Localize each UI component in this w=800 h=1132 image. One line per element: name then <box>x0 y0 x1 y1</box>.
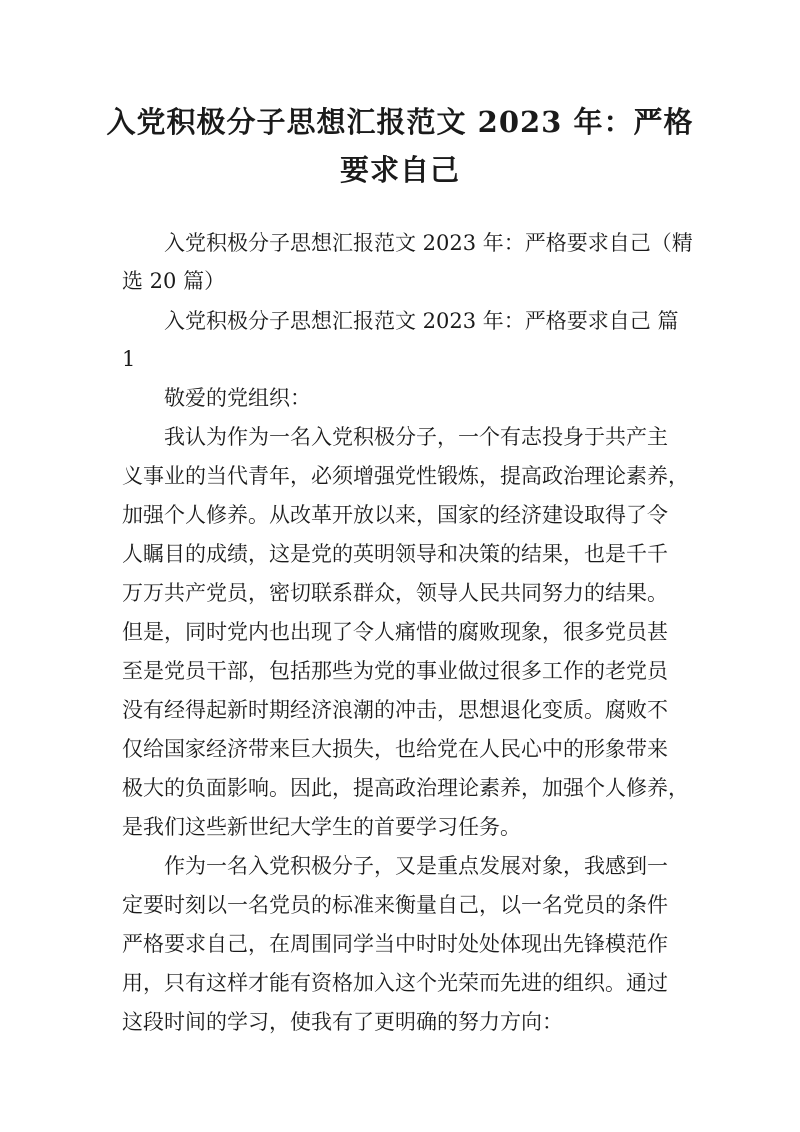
paragraph-line: 是我们这些新世纪大学生的首要学习任务。 <box>122 815 521 839</box>
paragraph-line: 这段时间的学习，使我有了更明确的努力方向： <box>122 1010 563 1034</box>
paragraph-line: 人瞩目的成绩，这是党的英明领导和决策的结果，也是千千 <box>122 542 668 566</box>
title-line-1: 入党积极分子思想汇报范文 2023 年：严格 <box>106 105 694 139</box>
paragraph-line: 我认为作为一名入党积极分子，一个有志投身于共产主 <box>164 425 668 449</box>
paragraph-line: 至是党员干部，包括那些为党的事业做过很多工作的老党员 <box>122 659 668 683</box>
paragraph-line: 万万共产党员，密切联系群众，领导人民共同努力的结果。 <box>122 581 668 605</box>
title-line-2: 要求自己 <box>339 153 460 187</box>
section-heading-line-1: 入党积极分子思想汇报范文 2023 年：严格要求自己 篇 <box>164 309 679 333</box>
paragraph-line: 义事业的当代青年，必须增强党性锻炼，提高政治理论素养， <box>122 464 689 488</box>
paragraph-line: 没有经得起新时期经济浪潮的冲击，思想退化变质。腐败不 <box>122 698 668 722</box>
paragraph-line: 但是，同时党内也出现了令人痛惜的腐败现象，很多党员甚 <box>122 620 668 644</box>
subtitle-line-1: 入党积极分子思想汇报范文 2023 年：严格要求自己（精 <box>164 231 693 255</box>
paragraph-line: 严格要求自己，在周围同学当中时时处处体现出先锋模范作 <box>122 932 668 956</box>
section-heading-line-2: 1 <box>122 347 136 371</box>
subtitle-line-2: 选 20 篇） <box>122 269 226 293</box>
salutation: 敬爱的党组织： <box>164 386 311 410</box>
paragraph-line: 仅给国家经济带来巨大损失，也给党在人民心中的形象带来 <box>122 737 668 761</box>
document-title <box>100 98 700 194</box>
paragraph-line: 用，只有这样才能有资格加入这个光荣而先进的组织。通过 <box>122 971 668 995</box>
paragraph-line: 作为一名入党积极分子，又是重点发展对象，我感到一 <box>164 854 668 878</box>
paragraph-line: 加强个人修养。从改革开放以来，国家的经济建设取得了令 <box>122 503 668 527</box>
paragraph-line: 定要时刻以一名党员的标准来衡量自己，以一名党员的条件 <box>122 893 668 917</box>
paragraph-line: 极大的负面影响。因此，提高政治理论素养，加强个人修养， <box>122 776 689 800</box>
